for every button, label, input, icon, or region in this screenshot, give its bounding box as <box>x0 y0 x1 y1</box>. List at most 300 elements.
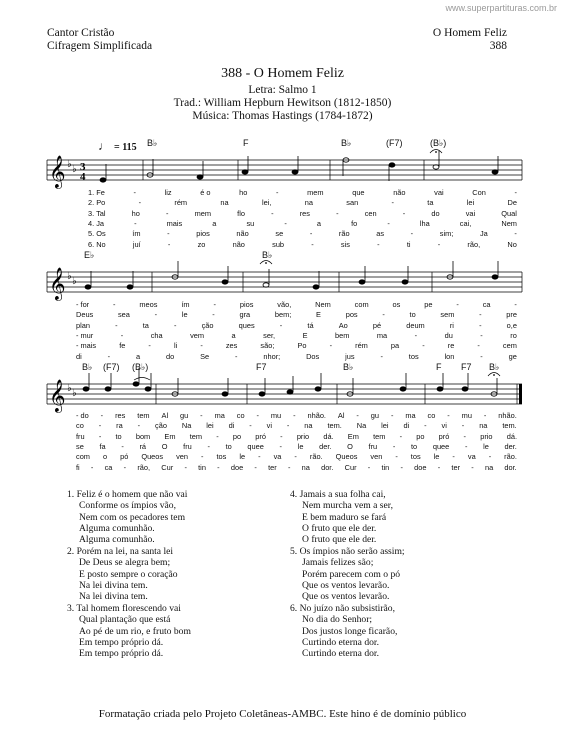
lyric-syllable: ven <box>370 452 383 462</box>
stanza-3 <box>67 603 191 659</box>
lyric-syllable: rão, <box>467 239 481 249</box>
lyric-syllable: quee <box>247 441 264 451</box>
stanza-line: Que os ventos levarão. <box>302 591 390 603</box>
lyric-syllable: - for <box>76 300 90 309</box>
stanza-line: O fruto que ele der. <box>302 522 377 534</box>
stanza-line: 5. Os ímpios não serão assim; <box>290 546 405 557</box>
lyric-syllable: ím <box>132 229 141 239</box>
lyric-syllable: - <box>447 411 450 420</box>
lyric-syllable: bem; <box>274 310 292 320</box>
lyric-syllable: san <box>346 198 359 208</box>
lyric-syllable: nhão. <box>498 411 517 420</box>
lyric-syllable: - <box>100 411 104 420</box>
lyric-syllable: - <box>480 330 483 340</box>
lyric-syllable: - <box>284 218 287 228</box>
stanza-line: 2. Porém na lei, na santa lei <box>67 546 174 557</box>
lyric-syllable: jus <box>345 351 355 361</box>
lyric-syllable: rém <box>355 341 368 351</box>
lyric-line <box>76 442 517 452</box>
lyric-syllable: le <box>181 310 188 320</box>
song-number: 388 <box>489 40 507 52</box>
lyric-syllable: os <box>392 300 401 309</box>
stanza-line: Curtindo eterna dor. <box>302 648 379 660</box>
lyric-syllable: - <box>479 320 482 330</box>
lyric-line <box>76 411 517 421</box>
slur <box>134 378 150 381</box>
stanza-line: Ao pé de um rio, e fruto bom <box>79 625 191 637</box>
lyric-syllable: - <box>380 351 383 361</box>
lyric-syllable: sim; <box>439 229 454 239</box>
lyric-syllable: ri <box>449 320 454 330</box>
lyric-syllable: não <box>232 239 245 249</box>
lyric-line <box>76 300 517 310</box>
lyric-syllable: cen <box>364 208 377 218</box>
lyric-syllable: ro <box>510 330 517 340</box>
lyric-syllable: De <box>507 198 517 208</box>
lyric-syllable: - <box>279 320 283 330</box>
lyric-syllable: cha <box>150 330 163 340</box>
lyric-syllable: - <box>480 351 483 361</box>
chord: F7 <box>256 362 267 372</box>
lyric-syllable: rão <box>338 229 350 239</box>
lyric-syllable: ção <box>155 421 167 431</box>
lyric-syllable: na <box>220 198 229 208</box>
stanza-line: 6. No juízo não subsistirão, <box>290 603 395 614</box>
lyric-syllable: to <box>409 310 416 320</box>
chord: B♭ <box>82 362 93 372</box>
lyric-syllable: - <box>276 188 279 197</box>
lyric-syllable: - <box>514 300 517 309</box>
lyric-line <box>88 219 517 229</box>
stanza-line: Jamais felizes são; <box>302 557 374 569</box>
lyric-syllable: pró <box>255 431 266 441</box>
lyric-syllable: ques <box>238 320 255 330</box>
stanza-line: Dos justos longe ficarão, <box>302 625 398 637</box>
lyric-syllable: na <box>301 462 310 472</box>
stanza-line: Em tempo próprio dá. <box>79 648 164 660</box>
lyric-syllable: dor. <box>321 462 334 472</box>
lyric-syllable: dor. <box>504 462 517 472</box>
lyric-syllable: ma <box>214 411 225 420</box>
lyric-syllable: - <box>280 431 283 441</box>
stanza-line: 3. Tal homem florescendo vai <box>67 603 181 614</box>
lyric-syllable: di <box>76 351 82 361</box>
lyric-syllable: - <box>402 208 406 218</box>
lyric-syllable: fa <box>99 441 106 451</box>
lyric-syllable: com <box>76 452 90 462</box>
lyric-syllable: na <box>304 198 313 208</box>
lyric-syllable: - <box>424 421 427 431</box>
lyric-syllable: - <box>477 341 480 351</box>
lyric-syllable: sem <box>440 310 455 320</box>
lyric-syllable: nhão. <box>307 411 326 420</box>
lyric-syllable: - <box>329 341 333 351</box>
lyric-line <box>88 188 517 198</box>
lyric-syllable: su <box>246 218 255 228</box>
lyric-syllable: Nem <box>501 218 517 228</box>
lyric-syllable: zes <box>225 341 238 351</box>
translation-credit: Trad.: William Hepburn Hewitson (1812-1850) <box>173 97 392 109</box>
lyric-syllable: der. <box>504 441 517 451</box>
lyric-syllable: - <box>201 452 204 462</box>
lyric-syllable: - <box>356 411 359 420</box>
staff-system-1 <box>47 160 522 180</box>
lyric-syllable: Queos <box>141 452 164 462</box>
lyric-syllable: pios <box>239 300 254 309</box>
stanza-line: Qual plantação que está <box>79 614 171 626</box>
lyric-syllable: - <box>279 441 283 451</box>
lyric-syllable: gu <box>180 411 189 420</box>
lyric-syllable: - mur <box>76 330 94 340</box>
lyric-syllable: mais <box>166 218 183 228</box>
lyric-syllable: gra <box>239 310 251 320</box>
lyric-syllable: - <box>392 441 396 451</box>
lyric-syllable: - <box>216 431 219 441</box>
lyric-syllable: - <box>167 239 171 249</box>
lyric-syllable: dá. <box>323 431 334 441</box>
chord: (F7) <box>103 362 120 372</box>
lyric-syllable: fe <box>119 341 126 351</box>
lyric-syllable: é o <box>200 188 211 197</box>
lyric-syllable: va <box>467 452 476 462</box>
lyric-syllable: - <box>294 452 297 462</box>
lyric-syllable: rão. <box>504 452 517 462</box>
lyric-syllable: Na <box>181 421 192 431</box>
lyric-syllable: - <box>200 341 203 351</box>
lyric-syllable: a <box>135 351 141 361</box>
lyric-syllable: - <box>395 452 398 462</box>
lyric-syllable: vi <box>266 421 272 431</box>
lyric-syllable: - <box>133 188 136 197</box>
lyric-syllable: cai, <box>459 218 472 228</box>
stanza-2 <box>67 546 178 602</box>
lyric-syllable: tin <box>381 462 390 472</box>
lyric-syllable: li <box>173 341 178 351</box>
treble-clef-icon: 𝄞 <box>49 379 66 412</box>
lyric-syllable: tos <box>216 452 227 462</box>
lyric-syllable: o,e <box>506 320 517 330</box>
lyric-syllable: do <box>431 208 440 218</box>
lyric-syllable: ra <box>116 421 123 431</box>
lyric-syllable: pó <box>120 452 129 462</box>
lyric-syllable: pre <box>506 310 517 320</box>
lyric-syllable: lei <box>466 198 475 208</box>
lyric-syllable: - <box>336 208 339 218</box>
lyric-syllable: - <box>367 462 371 472</box>
lyric-syllable: não <box>236 229 249 239</box>
lyric-syllable: - <box>514 188 517 197</box>
lyric-syllable: fru <box>368 441 378 451</box>
book-title: Cantor Cristão <box>47 27 115 39</box>
notes-system-1 <box>100 151 498 182</box>
stanza-line: Que os ventos levarão. <box>302 579 390 591</box>
lyric-syllable: - <box>213 300 216 309</box>
lyric-syllable: - <box>184 462 187 472</box>
lyric-syllable: - <box>138 198 142 208</box>
lyric-syllable: tem. <box>502 421 517 431</box>
lyric-syllable: - <box>293 411 296 420</box>
lyric-syllable: tem. <box>327 421 342 431</box>
lyric-syllable: tos <box>410 452 421 462</box>
lyric-syllable: 5. Os <box>88 229 106 239</box>
lyric-syllable: - <box>452 452 455 462</box>
stanza-line: Nem murcha vem a ser, <box>302 500 393 512</box>
lyric-syllable: vem <box>190 330 205 340</box>
lyric-syllable: - <box>98 431 102 441</box>
stanza-line: Na lei divina tem. <box>79 591 148 603</box>
lyric-syllable: mu <box>461 411 472 420</box>
lyric-syllable: to <box>225 441 232 451</box>
stanza-line: E bem maduro se fará <box>302 511 387 523</box>
lyric-syllable: pé <box>372 320 382 330</box>
lyric-syllable: le <box>297 441 304 451</box>
lyric-syllable: bem <box>334 330 350 340</box>
footer-note: Formatação criada pelo Projeto Coletâneas-AMBC. Este hino é de domínio público <box>98 708 467 720</box>
lyric-syllable: tá <box>307 320 314 330</box>
stanza-4 <box>290 489 393 545</box>
lyric-syllable: ção <box>201 320 214 330</box>
lyric-syllable: Con <box>472 188 486 197</box>
lyric-syllable: - <box>488 452 492 462</box>
lyric-syllable: se <box>275 229 284 239</box>
lyric-syllable: - <box>166 208 169 218</box>
lyric-syllable: - <box>422 341 425 351</box>
chord: (B♭) <box>430 138 447 148</box>
lyric-syllable: Dos <box>306 351 320 361</box>
lyric-line <box>88 209 517 219</box>
lyric-syllable: - <box>514 229 517 239</box>
chord: B♭ <box>147 138 158 148</box>
lyric-syllable: - <box>464 441 468 451</box>
lyric-syllable: ho <box>131 208 140 218</box>
lyric-syllable: zo <box>197 239 206 249</box>
stanza-line: Porém parecem com o pó <box>302 568 401 580</box>
lyric-syllable: rém <box>174 198 188 208</box>
lyric-syllable: sis <box>340 239 350 249</box>
lyric-syllable: juí <box>132 239 141 249</box>
lyric-syllable: o <box>102 452 108 462</box>
lyric-syllable: na <box>304 421 313 431</box>
lyric-syllable: rá <box>139 441 147 451</box>
lyric-syllable: 2. Po <box>88 198 106 208</box>
lyric-syllable: deum <box>406 320 425 330</box>
watermark: www.superpartituras.com.br <box>445 3 557 13</box>
lyric-syllable: - <box>377 239 380 249</box>
lyric-syllable: der. <box>319 441 332 451</box>
notes-system-3 <box>83 368 497 396</box>
lyric-syllable: du <box>444 330 453 340</box>
lyric-syllable: vão, <box>277 300 292 309</box>
lyric-line <box>76 352 517 362</box>
stanza-1 <box>67 489 187 545</box>
chord: (F7) <box>386 138 403 148</box>
lyric-syllable: E <box>316 310 321 320</box>
lyric-syllable: - <box>258 452 261 462</box>
arrangement-type: Cifragem Simplificada <box>47 40 153 52</box>
lyric-syllable: re <box>447 341 455 351</box>
lyric-syllable: - <box>256 411 259 420</box>
lyric-syllable: res <box>115 411 126 420</box>
lyric-syllable: ma <box>405 411 416 420</box>
lyric-syllable: - <box>390 411 394 420</box>
time-signature: 4 <box>80 171 86 183</box>
chord: F <box>436 362 442 372</box>
stanza-line: Na lei divina tem. <box>79 579 148 591</box>
music-credit: Música: Thomas Hastings (1784-1872) <box>192 110 373 122</box>
lyric-syllable: na <box>479 421 488 431</box>
stanza-5 <box>290 546 405 602</box>
lyric-syllable: - <box>217 462 220 472</box>
lyric-syllable: - <box>120 330 124 340</box>
lyric-syllable: fo <box>351 218 358 228</box>
lyric-syllable: prio <box>296 431 310 441</box>
lyric-syllable: le <box>239 452 246 462</box>
lyric-syllable: lei <box>381 421 389 431</box>
lyric-syllable: di <box>403 421 410 431</box>
lyric-syllable: co <box>76 421 84 431</box>
lyric-syllable: Nem <box>315 300 331 309</box>
stanza-line: E posto sempre o coração <box>79 568 178 580</box>
lyric-syllable: - <box>113 300 116 309</box>
stanza-line: Alguma comunhão. <box>79 534 155 546</box>
lyric-syllable: ter <box>451 462 461 472</box>
lyric-syllable: Cur <box>161 462 174 472</box>
lyric-syllable: to <box>115 431 122 441</box>
lyric-syllable: Se <box>200 351 210 361</box>
lyric-syllable: na <box>484 462 494 472</box>
stanza-line: Em tempo próprio dá. <box>79 636 164 648</box>
lyric-syllable: Al <box>161 411 169 420</box>
lyric-syllable: - <box>123 462 127 472</box>
lyric-syllable: do <box>165 351 175 361</box>
song-name: O Homem Feliz <box>432 27 507 39</box>
lyric-syllable: res <box>299 208 310 218</box>
lyric-syllable: - <box>154 310 158 320</box>
lyric-syllable: ge <box>508 351 517 361</box>
lyrics-credit: Letra: Salmo 1 <box>248 84 317 96</box>
lyric-syllable: ven <box>176 452 189 462</box>
lyric-syllable: plan <box>76 320 90 330</box>
stanza-line: 4. Jamais a sua folha cai, <box>290 489 386 500</box>
lyric-syllable: - <box>167 229 170 239</box>
final-barline <box>519 384 522 404</box>
lyric-syllable: ca <box>482 300 491 309</box>
lyric-syllable: - <box>249 421 252 431</box>
lyric-syllable: - <box>148 341 151 351</box>
lyric-syllable: Em <box>347 431 359 441</box>
lyric-syllable: prio <box>480 431 493 441</box>
flat-icon: ♭ <box>67 159 72 170</box>
lyric-syllable: po <box>232 431 242 441</box>
lyric-syllable: - <box>387 218 390 228</box>
stanza-line: Curtindo eterna dor. <box>302 636 379 648</box>
lyric-syllable: lei <box>206 421 214 431</box>
lyric-syllable: mem <box>307 188 324 197</box>
lyric-syllable: - <box>107 351 111 361</box>
flat-icon: ♭ <box>72 388 77 399</box>
lyric-syllable: - <box>254 462 257 472</box>
lyric-syllable: que <box>352 188 365 197</box>
lyric-syllable: ho <box>239 188 248 197</box>
lyric-syllable: vai <box>465 208 476 218</box>
lyric-syllable: - mais <box>76 341 97 351</box>
flat-icon: ♭ <box>67 271 72 282</box>
lyric-syllable: ter <box>268 462 277 472</box>
chord: E♭ <box>84 250 95 260</box>
lyric-syllable: tin <box>198 462 206 472</box>
lyric-syllable: com <box>354 300 369 309</box>
chord: B♭ <box>343 362 354 372</box>
lyric-syllable: Em <box>164 431 176 441</box>
lyric-syllable: Queos <box>335 452 358 462</box>
lyric-syllable: va <box>273 452 282 462</box>
chord: B♭ <box>489 362 500 372</box>
lyric-syllable: pa <box>390 341 400 351</box>
lyric-syllable: flo <box>237 208 245 218</box>
lyric-syllable: - <box>456 300 459 309</box>
lyric-syllable: po <box>416 431 425 441</box>
lyric-syllable: E <box>302 330 308 340</box>
lyric-syllable: tem <box>137 411 150 420</box>
lyric-syllable: ma <box>376 330 388 340</box>
lyric-syllable: - <box>483 411 487 420</box>
lyric-line <box>76 452 517 462</box>
quarter-note-icon: ♩ <box>98 139 110 153</box>
lyric-syllable: - <box>400 462 403 472</box>
flat-icon: ♭ <box>67 383 72 394</box>
lyric-line <box>76 421 517 431</box>
lyric-syllable: - <box>121 441 124 451</box>
lyric-syllable: rão, <box>137 462 151 472</box>
lyric-syllable: gu <box>370 411 380 420</box>
flat-icon: ♭ <box>72 276 77 287</box>
lyric-syllable: nhor; <box>263 351 281 361</box>
time-signature: 3 <box>80 161 86 173</box>
chord: B♭ <box>262 250 273 260</box>
lyric-syllable: - <box>174 320 177 330</box>
lyric-syllable: - <box>98 421 102 431</box>
lyric-syllable: a <box>212 218 217 228</box>
lyric-syllable: 6. No <box>88 239 106 249</box>
stanza-line: Conforme os ímpios vão, <box>79 500 176 512</box>
lyric-line <box>76 341 517 351</box>
lyric-syllable: - <box>479 310 482 320</box>
lyric-syllable: - <box>437 462 441 472</box>
stanza-6 <box>290 603 397 659</box>
lyric-syllable: 4. Ja <box>88 218 105 228</box>
lyric-syllable: doe <box>230 462 244 472</box>
lyric-syllable: - <box>90 462 94 472</box>
lyric-syllable: ím <box>181 300 190 309</box>
lyric-syllable: fru <box>183 441 192 451</box>
lyric-syllable: dá. <box>506 431 517 441</box>
stanza-line: Nem com os pecadores tem <box>79 511 186 523</box>
lyric-syllable: - <box>382 310 385 320</box>
lyric-syllable: ca <box>104 462 113 472</box>
lyric-syllable: Cur <box>344 462 357 472</box>
lyric-syllable: tos <box>408 351 419 361</box>
lyric-syllable: pos <box>345 310 358 320</box>
lyric-syllable: pios <box>196 229 210 239</box>
flat-icon: ♭ <box>72 164 77 175</box>
lyric-syllable: - <box>311 239 314 249</box>
lyric-syllable: - <box>287 462 291 472</box>
lyric-syllable: Deus <box>76 310 94 320</box>
lyric-syllable: - <box>271 208 274 218</box>
lyric-syllable: tem <box>189 431 203 441</box>
lyric-syllable: - <box>461 421 465 431</box>
page-title: 388 - O Homem Feliz <box>221 66 344 81</box>
